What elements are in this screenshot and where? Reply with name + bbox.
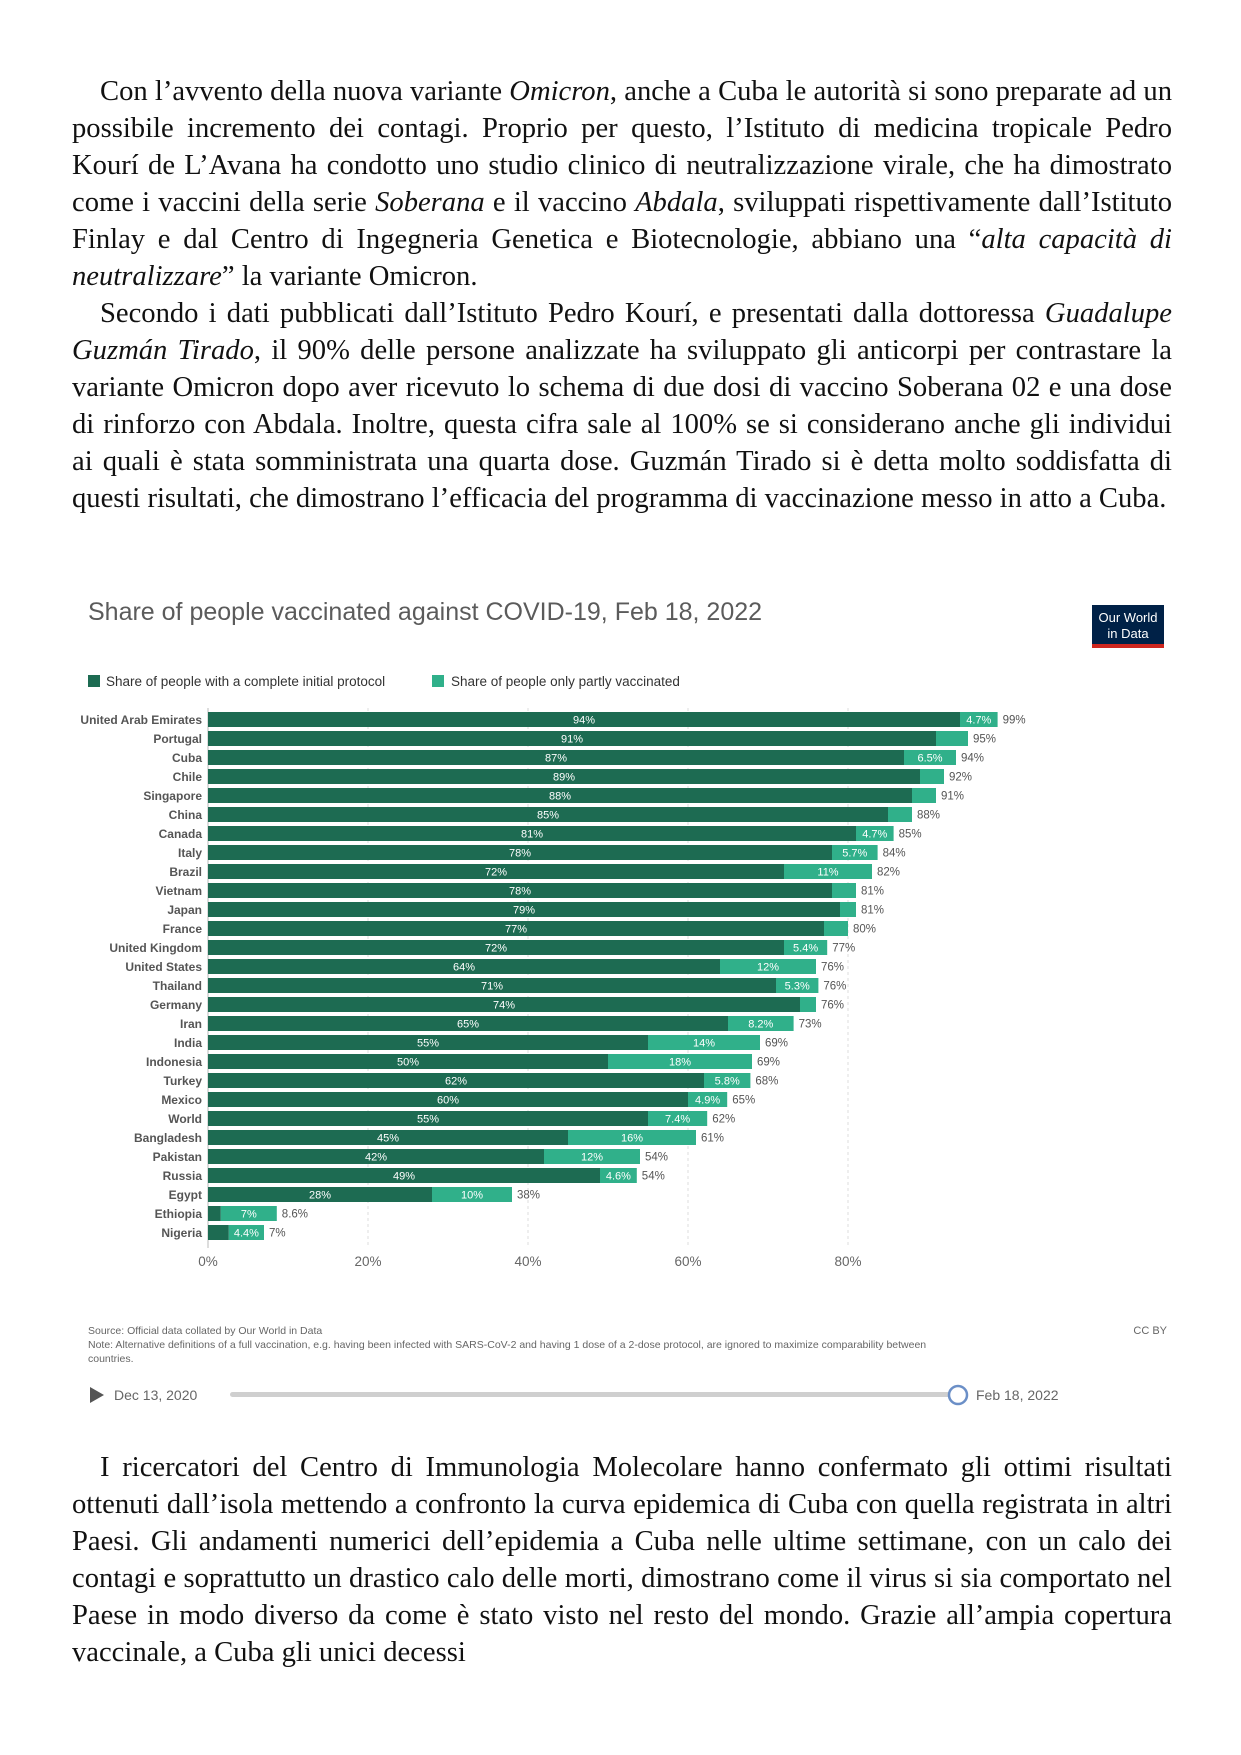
vaccination-chart [80,590,1180,1430]
bar-partly[interactable] [920,769,944,784]
bars [80,712,1025,1240]
value-label-complete: 72% [484,866,508,879]
category-label: Egypt [168,1188,202,1202]
value-label-partly: 18% [668,1056,692,1069]
value-label-partly: 4.6% [605,1170,631,1183]
value-label-partly: 6.5% [917,752,943,765]
value-label-complete: 91% [560,733,584,746]
legend-swatch-partly [432,675,444,687]
x-tick-label: 80% [834,1254,862,1269]
value-label-partly: 11% [817,866,839,879]
bar-partly[interactable] [832,883,856,898]
category-label: Indonesia [145,1055,202,1069]
timeline-start: Dec 13, 2020 [114,1387,198,1403]
total-label: 91% [941,790,965,803]
total-label: 8.6% [281,1208,309,1221]
total-label: 54% [645,1151,669,1164]
bar-partly[interactable] [840,902,856,917]
timeline-handle[interactable] [949,1386,967,1404]
value-label-partly: 8.2% [748,1018,774,1031]
bar-complete[interactable] [208,1206,221,1221]
owid-logo[interactable] [1092,605,1164,648]
total-label: 38% [517,1189,541,1202]
category-label: Pakistan [152,1150,202,1164]
category-label: Russia [162,1169,202,1183]
category-label: Singapore [143,789,202,803]
value-label-complete: 60% [436,1094,460,1107]
value-label-complete: 81% [520,828,544,841]
value-label-partly: 16% [620,1132,644,1145]
legend-label-partly: Share of people only partly vaccinated [451,674,680,689]
category-label: Portugal [153,732,202,746]
value-label-complete: 77% [504,923,528,936]
total-label: 84% [882,847,906,860]
value-label-complete: 88% [548,790,572,803]
total-label: 65% [732,1094,756,1107]
text-run: , il 90% delle persone analizzate ha sviluppato gli anticorpi per contrastare la variante Omicron dopo aver ricevuto lo schema di due dosi di vaccino Soberana 02 e una dose di rinforzo con Abdala. Inoltre, questa cifra sale al 100% se si considerano anche gli individui ai quali è stata somministrata una quarta dose. Guzmán Tirado si è detta molto soddisfatta di questi risultati, che dimostrano l’efficacia del programma di vaccinazione messo in atto a Cuba. [72,335,1172,514]
value-label-partly: 5.7% [842,847,868,860]
total-label: 69% [757,1056,781,1069]
total-label: 82% [877,866,901,879]
value-label-partly: 4.7% [966,714,992,727]
value-label-complete: 72% [484,942,508,955]
value-label-partly: 4.9% [695,1094,721,1107]
category-label: China [168,808,202,822]
value-label-partly: 4.7% [862,828,888,841]
total-label: 68% [755,1075,779,1088]
value-label-complete: 49% [392,1170,416,1183]
note-text-2: countries. [88,1353,134,1365]
category-label: Chile [172,770,202,784]
text-run: I ricercatori del Centro di Immunologia Molecolare hanno confermato gli ottimi risultati ottenuti dall’isola mettendo a confronto la curva epidemica di Cuba con quella registrata in altri Paesi. Gli andamenti numerici dell’epidemia a Cuba nelle ultime settimane, con un calo dei contagi e soprattutto un drastico calo delle morti, dimostrano come il virus si sia comportato nel Paese in modo diverso da come è stato visto nel resto del mondo. Grazie all’ampia copertura vaccinale, a Cuba gli unici decessi [72,1452,1172,1668]
value-label-complete: 94% [572,714,596,727]
timeline-track[interactable] [230,1392,958,1397]
category-label: Nigeria [161,1226,202,1240]
bar-partly[interactable] [800,997,816,1012]
source-text: Source: Official data collated by Our World in Data [88,1325,323,1337]
value-label-complete: 79% [512,904,536,917]
category-label: Mexico [161,1093,202,1107]
total-label: 69% [765,1037,789,1050]
x-tick-label: 0% [198,1254,218,1269]
category-label: United States [125,960,202,974]
play-icon[interactable] [90,1387,104,1403]
text-run: Soberana [375,187,485,218]
text-run: , anche a Cuba le autorità si sono preparate ad un possibile incremento dei contagi. Proprio per questo, l’Istituto di medicina tropicale Pedro Kourí de L’Avana ha condotto uno studio clinico di neutralizzazione virale, che ha dimostrato come i vaccini della serie [72,76,1172,218]
value-label-complete: 45% [376,1132,400,1145]
value-label-complete: 74% [492,999,516,1012]
legend-swatch-complete [88,675,100,687]
value-label-partly: 12% [756,961,780,974]
paragraph-3 [72,1449,1172,1671]
category-label: World [168,1112,202,1126]
value-label-complete: 55% [416,1037,440,1050]
total-label: 92% [949,771,973,784]
category-label: Ethiopia [154,1207,202,1221]
value-label-partly: 5.4% [793,942,819,955]
category-label: Cuba [172,751,202,765]
total-label: 54% [641,1170,665,1183]
timeline [90,1386,1059,1404]
category-label: Brazil [169,865,202,879]
value-label-partly: 7.4% [665,1113,691,1126]
value-label-partly: 10% [460,1189,484,1202]
total-label: 76% [821,961,845,974]
total-label: 94% [961,752,985,765]
legend [88,674,680,689]
x-tick-label: 60% [674,1254,702,1269]
text-run: ” la variante Omicron. [221,261,478,292]
total-label: 73% [798,1018,822,1031]
bar-partly[interactable] [888,807,912,822]
x-tick-label: 40% [514,1254,542,1269]
value-label-complete: 65% [456,1018,480,1031]
value-label-complete: 78% [508,885,532,898]
total-label: 81% [861,904,885,917]
paragraph-1 [72,73,1172,295]
category-label: India [173,1036,202,1050]
text-run: alta capacità di neutralizzare [72,224,1172,292]
value-label-complete: 28% [308,1189,332,1202]
total-label: 7% [269,1227,286,1240]
total-label: 77% [832,942,856,955]
cc-by-label[interactable]: CC BY [1133,1325,1167,1337]
value-label-complete: 50% [396,1056,420,1069]
owid-logo-text-1: Our World [1098,610,1158,625]
bar-partly[interactable] [936,731,968,746]
value-label-complete: 78% [508,847,532,860]
owid-logo-text-2: in Data [1107,626,1149,641]
value-label-complete: 85% [536,809,560,822]
category-label: United Arab Emirates [80,713,202,727]
category-label: Italy [177,846,202,860]
timeline-end: Feb 18, 2022 [976,1387,1059,1403]
value-label-partly: 7% [240,1208,257,1221]
category-label: Canada [158,827,202,841]
value-label-complete: 71% [480,980,504,993]
note-text-1: Note: Alternative definitions of a full vaccination, e.g. having been infected with SARS-CoV-2 and having 1 dose of a 2-dose protocol, are ignored to maximize comparability between [88,1339,927,1351]
value-label-partly: 5.3% [784,980,810,993]
bar-partly[interactable] [824,921,848,936]
text-run: Con l’avvento della nuova variante [100,76,510,107]
total-label: 62% [712,1113,736,1126]
value-label-complete: 55% [416,1113,440,1126]
x-axis [198,1254,861,1269]
text-run: Omicron [509,76,610,107]
value-label-partly: 12% [580,1151,604,1164]
total-label: 76% [823,980,847,993]
total-label: 85% [898,828,922,841]
category-label: Japan [167,903,202,917]
category-label: United Kingdom [109,941,202,955]
total-label: 81% [861,885,885,898]
bar-partly[interactable] [912,788,936,803]
total-label: 80% [853,923,877,936]
category-label: Thailand [152,979,202,993]
text-run: Abdala [635,187,718,218]
value-label-complete: 62% [444,1075,468,1088]
total-label: 88% [917,809,941,822]
category-label: Bangladesh [133,1131,202,1145]
text-run: Guadalupe Guzmán Tirado [72,298,1172,366]
total-label: 76% [821,999,845,1012]
text-run: Secondo i dati pubblicati dall’Istituto Pedro Kourí, e presentati dalla dottoressa [100,298,1045,329]
category-label: Iran [179,1017,202,1031]
text-run: e il vaccino [484,187,636,218]
total-label: 99% [1002,714,1026,727]
chart-title: Share of people vaccinated against COVID-19, Feb 18, 2022 [88,598,763,626]
total-label: 61% [701,1132,725,1145]
value-label-complete: 87% [544,752,568,765]
paragraph-2 [72,295,1172,517]
total-label: 95% [973,733,997,746]
value-label-complete: 64% [452,961,476,974]
value-label-partly: 5.8% [714,1075,740,1088]
category-label: Vietnam [155,884,202,898]
text-run: , sviluppati rispettivamente dall’Istituto Finlay e dal Centro di Ingegneria Genetica e Biotecnologie, abbiano una “ [72,187,1172,255]
value-label-partly: 4.4% [233,1227,259,1240]
category-label: Turkey [163,1074,202,1088]
category-label: France [162,922,202,936]
bar-complete[interactable] [208,1225,229,1240]
category-label: Germany [149,998,202,1012]
value-label-complete: 42% [364,1151,388,1164]
value-label-complete: 89% [552,771,576,784]
legend-label-complete: Share of people with a complete initial protocol [106,674,386,689]
value-label-partly: 14% [692,1037,716,1050]
x-tick-label: 20% [354,1254,382,1269]
